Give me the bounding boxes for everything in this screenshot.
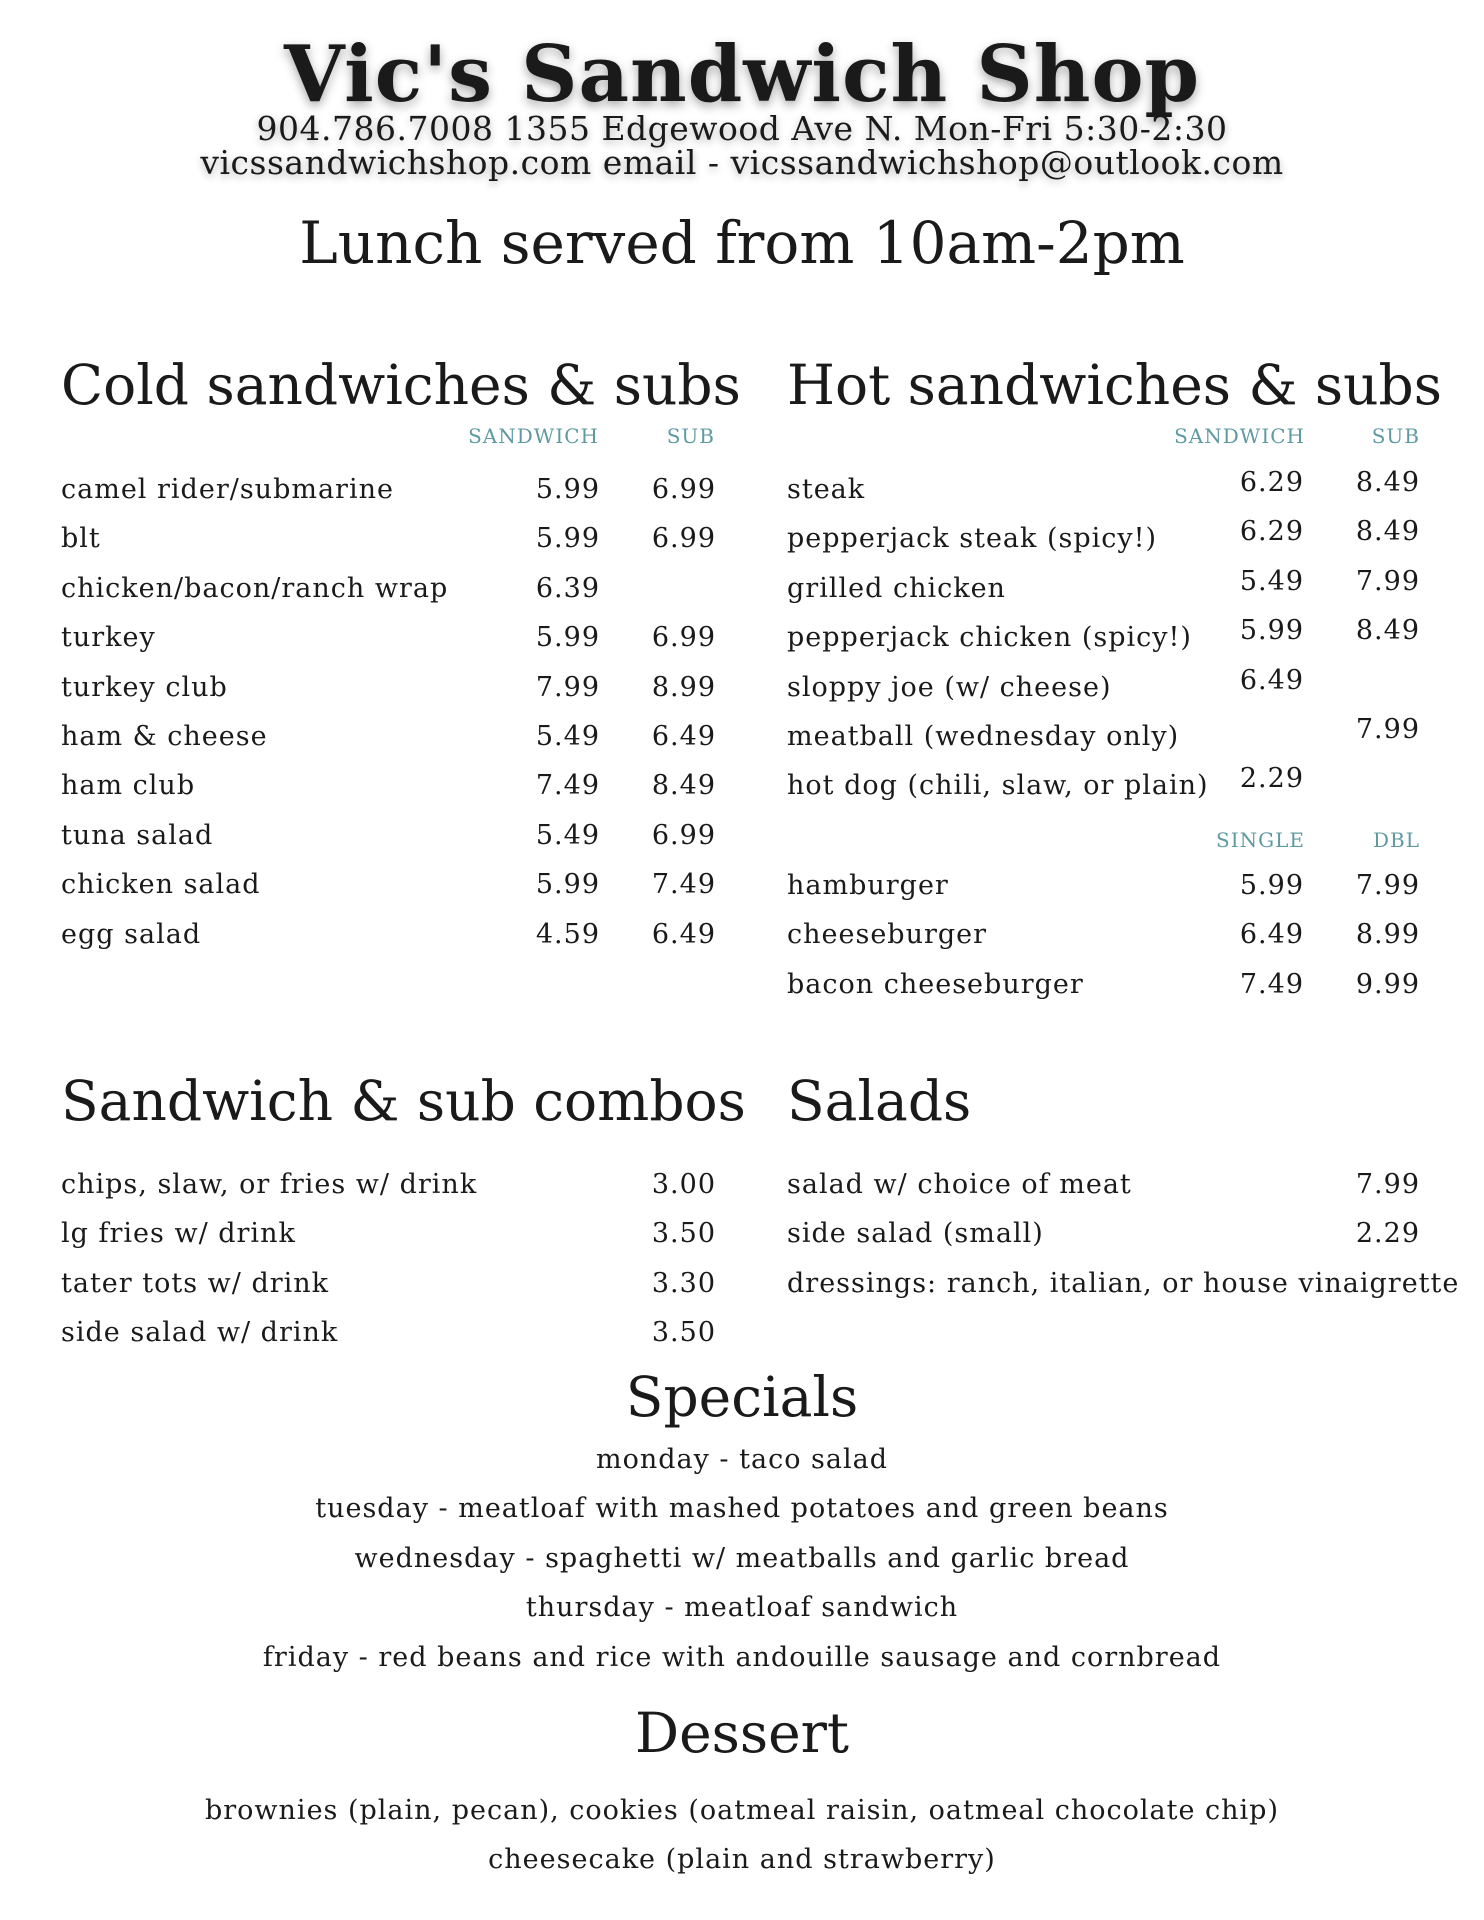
item-price-primary: 5.99 — [535, 622, 600, 654]
shop-title: Vic's Sandwich Shop — [283, 29, 1201, 120]
item-price-primary: 7.49 — [1239, 968, 1304, 1000]
menu-line: friday - red beans and rice with andouille sausage and cornbread — [262, 1641, 1222, 1673]
item-price-primary: 5.99 — [535, 523, 600, 555]
item-price: 3.50 — [651, 1218, 716, 1250]
menu-item — [787, 714, 1420, 757]
burger-col-dbl: DBL — [1372, 828, 1420, 852]
item-price-secondary: 7.99 — [1355, 714, 1420, 745]
item-price-primary: 5.49 — [535, 721, 600, 752]
dessert-section-title: Dessert — [634, 1701, 850, 1765]
item-price-primary: 6.29 — [1239, 516, 1304, 548]
item-name: ham & cheese — [61, 721, 268, 752]
item-price: 2.29 — [1355, 1218, 1420, 1250]
item-price-primary: 5.99 — [1239, 870, 1304, 901]
item-price-secondary: 8.99 — [1355, 919, 1420, 951]
item-name: dressings: ranch, italian, or house vinaigrette — [787, 1267, 1460, 1299]
menu-item — [61, 1165, 716, 1205]
item-name: side salad (small) — [787, 1218, 1044, 1250]
menu-line: tuesday - meatloaf with mashed potatoes and green beans — [315, 1493, 1169, 1525]
menu-item — [787, 467, 1420, 510]
hot-col-sandwich: SANDWICH — [1174, 424, 1305, 448]
item-name: bacon cheeseburger — [787, 968, 1084, 1000]
item-price-primary: 5.99 — [535, 869, 600, 901]
item-name: grilled chicken — [787, 572, 1006, 604]
menu-line: thursday - meatloaf sandwich — [525, 1592, 959, 1624]
item-price-primary: 2.29 — [1239, 763, 1304, 795]
menu-item — [787, 664, 1420, 708]
item-price-secondary: 8.49 — [651, 770, 716, 802]
item-price-primary: 5.99 — [1239, 615, 1304, 647]
menu-line: wednesday - spaghetti w/ meatballs and garlic bread — [354, 1542, 1130, 1574]
item-name: tuna salad — [61, 819, 214, 851]
menu-line: brownies (plain, pecan), cookies (oatmeal raisin, oatmeal chocolate chip) — [204, 1795, 1280, 1826]
item-price: 3.00 — [651, 1169, 716, 1200]
contact-info: 904.786.7008 1355 Edgewood Ave N. Mon-Fri 5:30-2:30 — [256, 109, 1228, 148]
item-price-primary: 6.29 — [1239, 467, 1304, 498]
item-price-secondary: 6.99 — [651, 622, 716, 654]
item-price-primary: 4.59 — [535, 918, 600, 950]
item-name: hamburger — [787, 870, 949, 901]
menu-item — [787, 615, 1420, 658]
item-price-primary: 5.99 — [535, 474, 600, 505]
menu-item — [787, 965, 1420, 1005]
specials-section-title: Specials — [625, 1365, 859, 1429]
item-price-secondary: 7.99 — [1355, 565, 1420, 597]
item-price-secondary: 8.49 — [1355, 615, 1420, 647]
menu-item — [61, 915, 716, 955]
item-name: egg salad — [61, 918, 202, 950]
item-price-secondary: 7.99 — [1355, 870, 1420, 901]
item-name: pepperjack steak (spicy!) — [787, 523, 1158, 555]
menu-item — [61, 865, 716, 905]
menu-item — [61, 1313, 716, 1353]
menu-item — [787, 1264, 1460, 1304]
hot-col-sub: SUB — [1371, 424, 1420, 448]
item-price-primary: 5.49 — [1239, 565, 1304, 597]
item-name: camel rider/submarine — [61, 474, 394, 505]
cold-col-sandwich: SANDWICH — [468, 424, 599, 448]
menu-item — [61, 1214, 716, 1254]
item-price-secondary: 6.99 — [651, 523, 716, 555]
menu-item — [61, 470, 716, 510]
item-price-secondary: 6.99 — [651, 819, 716, 851]
menu-item — [61, 766, 716, 806]
item-price-primary: 6.39 — [535, 572, 600, 604]
menu-item — [787, 1165, 1420, 1205]
burger-col-single: SINGLE — [1216, 828, 1305, 852]
item-price-secondary: 6.99 — [651, 474, 716, 505]
item-name: chicken salad — [61, 869, 261, 901]
item-name: lg fries w/ drink — [61, 1218, 296, 1250]
cold-col-sub: SUB — [666, 424, 715, 448]
menu-item — [61, 717, 716, 757]
website-email: vicssandwichshop.com email - vicssandwichshop@outlook.com — [200, 143, 1284, 182]
hot-section-title: Hot sandwiches & subs — [787, 353, 1442, 417]
combos-section-title: Sandwich & sub combos — [61, 1069, 746, 1133]
item-name: turkey — [61, 622, 156, 654]
item-name: chicken/bacon/ranch wrap — [61, 572, 449, 604]
item-name: salad w/ choice of meat — [787, 1169, 1132, 1200]
item-name: pepperjack chicken (spicy!) — [787, 622, 1192, 654]
item-name: turkey club — [61, 671, 228, 703]
item-name: sloppy joe (w/ cheese) — [787, 671, 1112, 703]
item-name: blt — [61, 523, 101, 555]
item-price-secondary: 8.49 — [1355, 467, 1420, 498]
menu-line: cheesecake (plain and strawberry) — [488, 1844, 996, 1876]
item-price-primary: 7.49 — [535, 770, 600, 802]
item-name: ham club — [61, 770, 196, 802]
cold-section-title: Cold sandwiches & subs — [61, 353, 741, 417]
menu-line: monday - taco salad — [595, 1444, 889, 1475]
item-price-primary: 5.49 — [535, 819, 600, 851]
salads-section-title: Salads — [787, 1069, 972, 1133]
menu-item — [61, 618, 716, 658]
menu-item — [787, 866, 1420, 906]
menu-item — [61, 519, 716, 559]
item-name: chips, slaw, or fries w/ drink — [61, 1169, 478, 1200]
item-name: tater tots w/ drink — [61, 1267, 330, 1299]
menu-item — [787, 1214, 1420, 1254]
menu-item — [61, 668, 716, 708]
item-price-primary: 6.49 — [1239, 664, 1304, 696]
item-name: steak — [787, 474, 866, 505]
menu-item — [61, 1264, 716, 1304]
item-price-secondary: 7.49 — [651, 869, 716, 901]
item-price: 7.99 — [1355, 1169, 1420, 1200]
menu-item — [61, 569, 716, 609]
item-name: side salad w/ drink — [61, 1317, 339, 1349]
item-price-secondary: 6.49 — [651, 918, 716, 950]
lunch-hours: Lunch served from 10am-2pm — [299, 209, 1185, 277]
item-name: meatball (wednesday only) — [787, 721, 1180, 752]
item-price-secondary: 9.99 — [1355, 968, 1420, 1000]
item-price-secondary: 6.49 — [651, 721, 716, 752]
menu-item — [787, 915, 1420, 955]
item-price: 3.30 — [651, 1267, 716, 1299]
item-name: cheeseburger — [787, 919, 988, 951]
item-price: 3.50 — [651, 1317, 716, 1349]
menu-item — [61, 816, 716, 856]
item-price-primary: 6.49 — [1239, 919, 1304, 951]
menu-item — [787, 516, 1420, 559]
item-price-secondary: 8.99 — [651, 671, 716, 703]
item-price-primary: 7.99 — [535, 671, 600, 703]
menu-item — [787, 763, 1420, 806]
menu-item — [787, 565, 1420, 609]
item-price-secondary: 8.49 — [1355, 516, 1420, 548]
item-name: hot dog (chili, slaw, or plain) — [787, 770, 1209, 802]
